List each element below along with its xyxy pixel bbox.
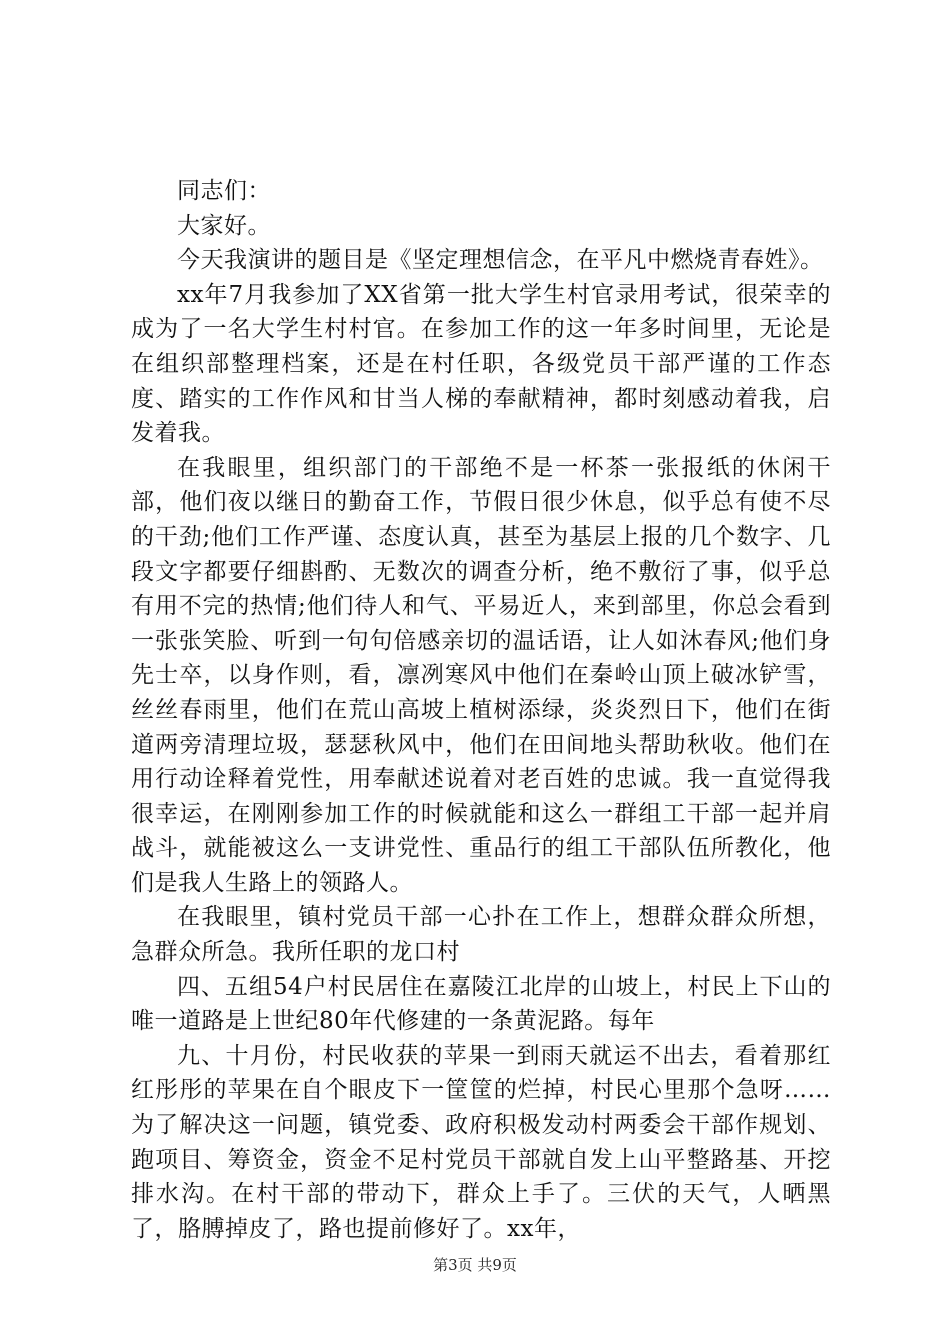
paragraph: 在我眼里，组织部门的干部绝不是一杯茶一张报纸的休闲干部，他们夜以继日的勤奋工作，节假日很少休息，似乎总有使不尽的干劲;他们工作严谨、态度认真，甚至为基层上报的几个数字、几段文字都要仔细斟酌、无数次的调查分析，绝不敷衍了事，似乎总有用不完的热情;他们待人和气、平易近人，来到部里，你总会看到一张张笑脸、听到一句句倍感亲切的温话语，让人如沐春风;他们身先士卒，以身作则，看，凛冽寒风中他们在秦岭山顶上破冰铲雪，丝丝春雨里，他们在荒山高坡上植树添绿，炎炎烈日下，他们在街道两旁清理垃圾，瑟瑟秋风中，他们在田间地头帮助秋收。他们在用行动诠释着党性，用奉献述说着对老百姓的忠诚。我一直觉得我很幸运，在刚刚参加工作的时候就能和这么一群组工干部一起并肩战斗，就能被这么一支讲党性、重品行的组工干部队伍所教化，他们是我人生路上的领路人。: [131, 454, 831, 896]
paragraph-salutation: 同志们：: [177, 178, 271, 204]
paragraph: 四、五组54户村民居住在嘉陵江北岸的山坡上，村民上下山的唯一道路是上世纪80年代修建的一条黄泥路。每年: [131, 973, 831, 1035]
page-number: 第3页 共9页: [433, 1256, 517, 1274]
page-footer: [0, 1254, 950, 1275]
paragraph-greeting: 大家好。: [177, 212, 271, 239]
paragraph: 九、十月份，村民收获的苹果一到雨天就运不出去，看着那红红彤彤的苹果在自个眼皮下一筐筐的烂掉，村民心里那个急呀……为了解决这一问题，镇党委、政府积极发动村两委会干部作规划、跑项目、筹资金，资金不足村党员干部就自发上山平整路基、开挖排水沟。在村干部的带动下，群众上手了。三伏的天气，人晒黑了，胳膊掉皮了，路也提前修好了。xx年，: [131, 1042, 831, 1242]
paragraph: xx年7月我参加了XX省第一批大学生村官录用考试，很荣幸的成为了一名大学生村村官。在参加工作的这一年多时间里，无论是在组织部整理档案，还是在村任职，各级党员干部严谨的工作态度、踏实的工作作风和甘当人梯的奉献精神，都时刻感动着我，启发着我。: [131, 281, 831, 447]
paragraph-title: 今天我演讲的题目是《坚定理想信念，在平凡中燃烧青春姓》。: [177, 247, 824, 274]
paragraph: 在我眼里，镇村党员干部一心扑在工作上，想群众群众所想，急群众所急。我所任职的龙口村: [131, 904, 831, 966]
document-body: [131, 174, 831, 1246]
